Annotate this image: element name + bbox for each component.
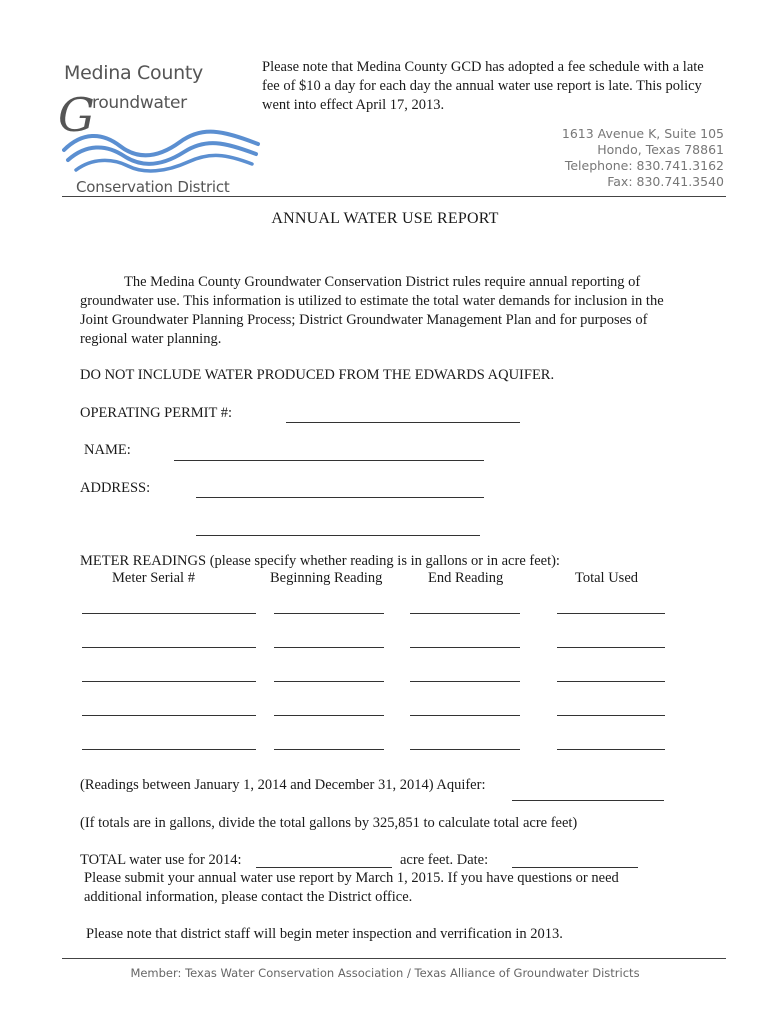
aquifer-field[interactable] — [512, 800, 664, 801]
late-fee-notice: Please note that Medina County GCD has adopted a fee schedule with a late fee of $10 a day for each day the annual water use report is late. This policy went into effect April 17, 2013. — [262, 59, 704, 113]
header-divider — [62, 196, 726, 197]
conversion-note: (If totals are in gallons, divide the total gallons by 325,851 to calculate total acre feet) — [80, 815, 578, 831]
meter-row-3-end-field[interactable] — [410, 681, 520, 682]
meter-row-3-beginning-field[interactable] — [274, 681, 384, 682]
meter-row-1-serial-field[interactable] — [82, 613, 256, 614]
meter-row-5-beginning-field[interactable] — [274, 749, 384, 750]
meter-row-2-total-field[interactable] — [557, 647, 665, 648]
logo-title: Medina County — [64, 62, 203, 84]
address-field-line2[interactable] — [196, 535, 480, 536]
inspection-note: Please note that district staff will begin meter inspection and verrification in 2013. — [86, 926, 563, 942]
meter-row-1-beginning-field[interactable] — [274, 613, 384, 614]
meter-row-2-beginning-field[interactable] — [274, 647, 384, 648]
address-fax: Fax: 830.741.3540 — [607, 174, 724, 189]
name-label: NAME: — [84, 442, 131, 458]
logo-subtitle: roundwater — [92, 93, 187, 113]
meter-row-3-total-field[interactable] — [557, 681, 665, 682]
page-title: ANNUAL WATER USE REPORT — [271, 210, 499, 227]
meter-row-4-beginning-field[interactable] — [274, 715, 384, 716]
meter-row-5-serial-field[interactable] — [82, 749, 256, 750]
logo-big-letter: G — [58, 88, 95, 142]
address-city: Hondo, Texas 78861 — [597, 142, 724, 157]
meter-row-2-serial-field[interactable] — [82, 647, 256, 648]
readings-note: (Readings between January 1, 2014 and December 31, 2014) Aquifer: — [80, 777, 486, 793]
meter-row-5-total-field[interactable] — [557, 749, 665, 750]
logo-footer-text: Conservation District — [76, 178, 230, 196]
footer-divider — [62, 958, 726, 959]
col-beginning-reading: Beginning Reading — [270, 570, 383, 586]
meter-row-4-end-field[interactable] — [410, 715, 520, 716]
col-end-reading: End Reading — [428, 570, 504, 586]
meter-heading: METER READINGS (please specify whether reading is in gallons or in acre feet): — [80, 553, 560, 569]
permit-label: OPERATING PERMIT #: — [80, 405, 232, 421]
meter-row-1-total-field[interactable] — [557, 613, 665, 614]
meter-row-2-end-field[interactable] — [410, 647, 520, 648]
meter-row-4-serial-field[interactable] — [82, 715, 256, 716]
address-phone: Telephone: 830.741.3162 — [564, 158, 724, 173]
col-total-used: Total Used — [575, 570, 639, 586]
address-field-line1[interactable] — [196, 497, 484, 498]
total-label: TOTAL water use for 2014: — [80, 852, 242, 868]
submit-note: Please submit your annual water use report by March 1, 2015. If you have questions or need additional information, please contact the District office. — [84, 870, 619, 905]
footer-membership: Member: Texas Water Conservation Association / Texas Alliance of Groundwater Districts — [130, 966, 640, 980]
date-field[interactable] — [512, 867, 638, 868]
edwards-warning: DO NOT INCLUDE WATER PRODUCED FROM THE EDWARDS AQUIFER. — [80, 367, 555, 383]
permit-field[interactable] — [286, 422, 520, 423]
logo-waves-icon — [62, 124, 262, 174]
name-field[interactable] — [174, 460, 484, 461]
total-unit-date-label: acre feet. Date: — [400, 852, 489, 868]
meter-row-1-end-field[interactable] — [410, 613, 520, 614]
intro-paragraph: The Medina County Groundwater Conservation District rules require annual reporting of groundwater use. This information is utilized to estimate the total water demands for inclusion in the Joint Groundwater Planning Process; District Groundwater Management Plan and for purposes of regional water planning. — [80, 274, 664, 347]
meter-row-5-end-field[interactable] — [410, 749, 520, 750]
address-label: ADDRESS: — [80, 480, 151, 496]
address-street: 1613 Avenue K, Suite 105 — [561, 126, 724, 141]
col-meter-serial: Meter Serial # — [112, 570, 195, 586]
meter-row-4-total-field[interactable] — [557, 715, 665, 716]
meter-row-3-serial-field[interactable] — [82, 681, 256, 682]
total-field[interactable] — [256, 867, 392, 868]
